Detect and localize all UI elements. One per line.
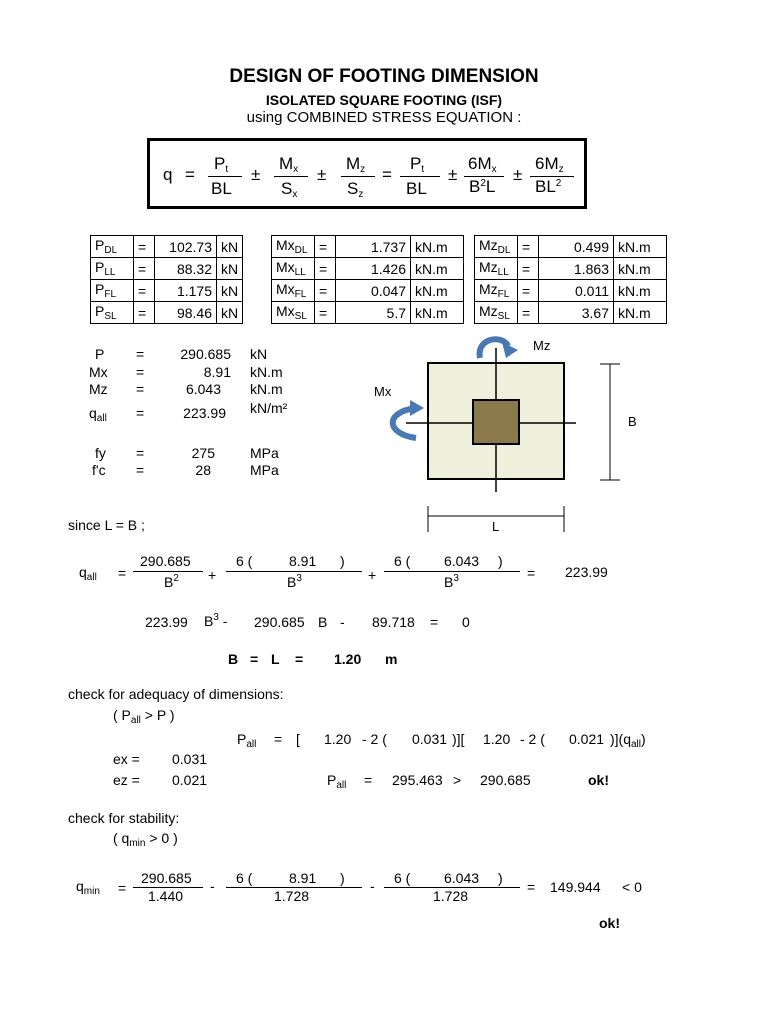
adequacy-condition: ( $P_{all} > P$ ) xyxy=(113,707,175,726)
load-unit: kN.m xyxy=(614,280,667,302)
load-equals: = xyxy=(315,236,336,258)
eq-6mz-numerator: $6M_z$ xyxy=(535,154,564,175)
cubic-zero: 0 xyxy=(462,614,470,630)
total-mx-value: 8.91 xyxy=(203,364,231,380)
qmin-n1: 290.685 xyxy=(141,870,192,886)
load-symbol: $Mx_{SL}$ xyxy=(272,302,315,324)
l-label: L xyxy=(492,519,500,534)
load-symbol: $Mx_{FL}$ xyxy=(272,280,315,302)
total-mz-unit: kN.m xyxy=(250,381,283,397)
load-symbol: $Mx_{LL}$ xyxy=(272,258,315,280)
mx-label: Mx xyxy=(374,384,392,399)
load-row xyxy=(272,280,464,302)
load-value: 98.46 xyxy=(155,302,217,324)
qmin-lt: < 0 xyxy=(622,879,642,895)
load-row xyxy=(91,280,243,302)
load-row xyxy=(272,236,464,258)
total-p-label: P xyxy=(95,346,105,362)
cubic-minus2: - xyxy=(340,614,345,630)
p-loads-table xyxy=(90,235,243,324)
qmin-d2: 1.728 xyxy=(274,888,310,904)
total-mx-label: Mx xyxy=(89,364,108,380)
pall-c1: )][ xyxy=(452,731,465,747)
eq-6mx-numerator: $6M_x$ xyxy=(468,154,497,175)
eq-equals-1: = xyxy=(185,165,195,184)
load-row xyxy=(475,258,667,280)
page-subtitle: ISOLATED SQUARE FOOTING (ISF) xyxy=(265,92,503,108)
load-unit: kN xyxy=(217,258,243,280)
cubic-d: 89.718 xyxy=(372,614,415,630)
load-symbol: $P_{DL}$ xyxy=(91,236,134,258)
ex-label: ex = xyxy=(113,751,140,767)
adequacy-ok: ok! xyxy=(588,772,609,788)
adequacy-heading: check for adequacy of dimensions: xyxy=(68,686,284,702)
load-symbol: $P_{FL}$ xyxy=(91,280,134,302)
cubic-eq: = xyxy=(430,614,439,630)
load-row xyxy=(475,236,667,258)
pall-eq: = xyxy=(274,731,283,747)
qmin-n3b: 6.043 xyxy=(444,870,480,886)
load-value: 0.047 xyxy=(336,280,411,302)
stability-condition: ( $q_{min} > 0$ ) xyxy=(113,830,178,849)
stability-ok: ok! xyxy=(599,915,620,931)
eq-mz-numerator: $M_z$ xyxy=(346,154,366,175)
ez-value: 0.021 xyxy=(172,772,208,788)
load-unit: kN.m xyxy=(614,236,667,258)
load-symbol: $Mz_{FL}$ xyxy=(475,280,518,302)
load-equals: = xyxy=(134,258,155,280)
qmin-n2a: 6 ( xyxy=(236,870,253,886)
load-unit: kN xyxy=(217,280,243,302)
pall-v3: 1.20 xyxy=(483,731,511,747)
pall-v2: 0.031 xyxy=(412,731,448,747)
load-unit: kN.m xyxy=(411,302,464,324)
load-symbol: $P_{LL}$ xyxy=(91,258,134,280)
total-p-eq: = xyxy=(136,346,145,362)
pall-bracket: [ xyxy=(296,731,300,747)
pall2-sym: $P_{all}$ xyxy=(327,772,347,791)
qall-n2c: ) xyxy=(340,553,345,569)
qmin-minus2: - xyxy=(370,878,375,894)
load-value: 5.7 xyxy=(336,302,411,324)
p-value: 290.685 xyxy=(480,772,531,788)
load-row xyxy=(91,258,243,280)
load-row xyxy=(475,280,667,302)
qmin-lhs: $q_{min}$ xyxy=(76,878,100,897)
load-symbol: $Mz_{SL}$ xyxy=(475,302,518,324)
mz-loads-table xyxy=(474,235,667,324)
total-qall-label: $q_{all}$ xyxy=(89,405,107,424)
load-unit: kN xyxy=(217,302,243,324)
load-equals: = xyxy=(518,280,539,302)
result-eq1: = xyxy=(250,651,259,667)
qall-rhs: 223.99 xyxy=(565,564,608,580)
load-row xyxy=(272,302,464,324)
total-fc-label: f'c xyxy=(92,462,106,478)
qall-n1: 290.685 xyxy=(140,553,191,569)
eq-sx-denominator: $S_x$ xyxy=(281,179,298,200)
eq-sz-denominator: $S_z$ xyxy=(347,179,364,200)
cubic-c: 290.685 xyxy=(254,614,305,630)
load-value: 88.32 xyxy=(155,258,217,280)
qmin-minus1: - xyxy=(210,878,215,894)
page-title: DESIGN OF FOOTING DIMENSION xyxy=(229,66,539,87)
load-equals: = xyxy=(134,302,155,324)
mx-loads-table xyxy=(271,235,464,324)
load-value: 1.737 xyxy=(336,236,411,258)
qmin-eq: = xyxy=(118,880,127,896)
eq-bl2-denominator: BL xyxy=(406,179,427,198)
pall2-eq: = xyxy=(364,772,373,788)
qall-d3: $B^3$ xyxy=(444,573,459,590)
qmin-rhs: 149.944 xyxy=(550,879,601,895)
combined-stress-equation xyxy=(147,138,587,209)
load-value: 0.011 xyxy=(539,280,614,302)
total-fc-eq: = xyxy=(136,462,145,478)
result-l: L xyxy=(271,651,280,667)
load-unit: kN.m xyxy=(411,236,464,258)
mx-arrowhead-icon xyxy=(410,400,424,416)
qmin-d3: 1.728 xyxy=(433,888,469,904)
total-mz-value: 6.043 xyxy=(185,381,221,397)
result-value: 1.20 xyxy=(334,651,362,667)
pall-sym: $P_{all}$ xyxy=(237,731,257,750)
total-fy-eq: = xyxy=(136,445,145,461)
total-fy-value: 275 xyxy=(191,445,215,461)
qmin-d1: 1.440 xyxy=(148,888,184,904)
qall-eq: = xyxy=(118,565,127,581)
qmin-n3c: ) xyxy=(498,870,503,886)
qall-n2a: 6 ( xyxy=(236,553,253,569)
load-equals: = xyxy=(315,258,336,280)
eq-p2-numerator: $P_t$ xyxy=(410,154,425,175)
qall-n2b: 8.91 xyxy=(289,553,317,569)
pall-c2: )]$(q_{all})$ xyxy=(610,731,646,750)
load-row xyxy=(91,236,243,258)
load-unit: kN.m xyxy=(411,258,464,280)
ez-label: ez = xyxy=(113,772,140,788)
result-b: B xyxy=(228,651,239,667)
load-value: 3.67 xyxy=(539,302,614,324)
qmin-n2b: 8.91 xyxy=(289,870,317,886)
eq-b2l-denominator: $B^2L$ xyxy=(469,177,496,196)
total-fc-value: 28 xyxy=(195,462,211,478)
method-line: using COMBINED STRESS EQUATION : xyxy=(246,109,522,126)
load-unit: kN.m xyxy=(411,280,464,302)
total-fy-label: fy xyxy=(95,445,106,461)
load-equals: = xyxy=(518,302,539,324)
load-equals: = xyxy=(518,236,539,258)
eq-pm-1: ± xyxy=(251,165,261,184)
pall-v4: 0.021 xyxy=(569,731,605,747)
qall-lhs: $q_{all}$ xyxy=(79,564,97,583)
load-symbol: $Mz_{LL}$ xyxy=(475,258,518,280)
total-fy-unit: MPa xyxy=(250,445,279,461)
qmin-eq2: = xyxy=(527,879,536,895)
total-mx-eq: = xyxy=(136,364,145,380)
total-qall-unit: kN/m² xyxy=(250,400,288,416)
mz-label: Mz xyxy=(533,338,551,353)
load-equals: = xyxy=(518,258,539,280)
eq-pm-2: ± xyxy=(317,165,327,184)
eq-equals-2: = xyxy=(382,165,392,184)
eq-q: q xyxy=(163,165,173,184)
load-equals: = xyxy=(315,302,336,324)
footing-diagram xyxy=(374,330,660,540)
eq-bl2sq-denominator: $BL^2$ xyxy=(535,177,562,196)
pall2-value: 295.463 xyxy=(392,772,443,788)
load-value: 1.426 xyxy=(336,258,411,280)
total-qall-eq: = xyxy=(136,405,145,421)
qall-d2: $B^3$ xyxy=(287,573,302,590)
eq-bl-denominator: BL xyxy=(211,179,232,198)
column-square xyxy=(473,400,519,444)
load-symbol: $P_{SL}$ xyxy=(91,302,134,324)
qmin-n2c: ) xyxy=(340,870,345,886)
cubic-a: 223.99 xyxy=(145,614,188,630)
load-value: 0.499 xyxy=(539,236,614,258)
result-eq2: = xyxy=(295,651,304,667)
load-equals: = xyxy=(315,280,336,302)
load-unit: kN xyxy=(217,236,243,258)
load-symbol: $Mz_{DL}$ xyxy=(475,236,518,258)
qmin-n3a: 6 ( xyxy=(394,870,411,886)
eq-p-numerator: $P_t$ xyxy=(214,154,229,175)
load-row xyxy=(91,302,243,324)
eq-pm-3: ± xyxy=(448,165,458,184)
total-qall-value: 223.99 xyxy=(183,405,226,421)
load-value: 1.175 xyxy=(155,280,217,302)
load-symbol: $Mx_{DL}$ xyxy=(272,236,315,258)
stability-heading: check for stability: xyxy=(68,810,180,826)
total-p-value: 290.685 xyxy=(180,346,231,362)
b-label: B xyxy=(628,414,637,429)
qall-n3c: ) xyxy=(498,553,503,569)
cubic-c-sym: B xyxy=(318,614,328,630)
eq-mx-numerator: $M_x$ xyxy=(279,154,299,175)
qall-plus2: + xyxy=(368,567,377,583)
pall2-gt: > xyxy=(453,772,462,788)
qall-eq2: = xyxy=(527,565,536,581)
pall-v1: 1.20 xyxy=(324,731,352,747)
load-unit: kN.m xyxy=(614,302,667,324)
total-p-unit: kN xyxy=(250,346,268,362)
load-equals: = xyxy=(134,236,155,258)
qall-plus1: + xyxy=(208,567,217,583)
ex-value: 0.031 xyxy=(172,751,208,767)
cubic-b: $B^3$ - xyxy=(204,612,228,629)
pall-m1: - 2 ( xyxy=(362,731,387,747)
load-unit: kN.m xyxy=(614,258,667,280)
result-unit: m xyxy=(385,651,398,667)
pall-m2: - 2 ( xyxy=(520,731,545,747)
total-fc-unit: MPa xyxy=(250,462,279,478)
since-text: since L = B ; xyxy=(68,517,145,533)
total-mz-eq: = xyxy=(136,381,145,397)
load-value: 1.863 xyxy=(539,258,614,280)
qall-n3b: 6.043 xyxy=(444,553,480,569)
total-mz-label: Mz xyxy=(89,381,108,397)
load-row xyxy=(272,258,464,280)
eq-pm-4: ± xyxy=(513,165,523,184)
load-row xyxy=(475,302,667,324)
load-value: 102.73 xyxy=(155,236,217,258)
qall-d1: $B^2$ xyxy=(164,573,179,590)
total-mx-unit: kN.m xyxy=(250,364,283,380)
load-equals: = xyxy=(134,280,155,302)
qall-n3a: 6 ( xyxy=(394,553,411,569)
